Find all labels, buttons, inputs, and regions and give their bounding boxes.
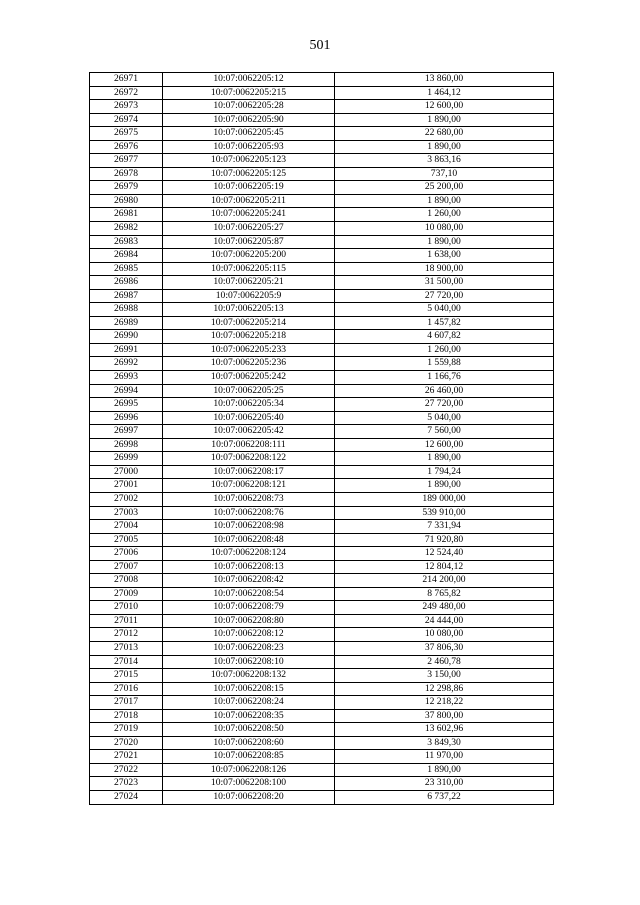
table-row [90, 438, 554, 452]
table-row [90, 303, 554, 317]
row-number-cell: 26972 [90, 86, 163, 100]
amount-cell: 6 737,22 [335, 790, 554, 804]
cadastral-number-cell: 10:07:0062208:60 [163, 736, 335, 750]
amount-cell: 23 310,00 [335, 777, 554, 791]
amount-cell: 2 460,78 [335, 655, 554, 669]
row-number-cell: 27023 [90, 777, 163, 791]
cadastral-number-cell: 10:07:0062208:98 [163, 520, 335, 534]
cadastral-number-cell: 10:07:0062208:54 [163, 587, 335, 601]
amount-cell: 1 890,00 [335, 452, 554, 466]
table-row [90, 316, 554, 330]
cadastral-number-cell: 10:07:0062205:28 [163, 100, 335, 114]
row-number-cell: 27002 [90, 492, 163, 506]
row-number-cell: 27003 [90, 506, 163, 520]
amount-cell: 22 680,00 [335, 127, 554, 141]
amount-cell: 12 600,00 [335, 438, 554, 452]
table-row [90, 465, 554, 479]
cadastral-number-cell: 10:07:0062205:25 [163, 384, 335, 398]
row-number-cell: 27013 [90, 641, 163, 655]
table-row [90, 371, 554, 385]
amount-cell: 7 560,00 [335, 425, 554, 439]
amount-cell: 1 260,00 [335, 343, 554, 357]
cadastral-number-cell: 10:07:0062208:76 [163, 506, 335, 520]
cadastral-number-cell: 10:07:0062208:111 [163, 438, 335, 452]
cadastral-number-cell: 10:07:0062205:34 [163, 398, 335, 412]
amount-cell: 26 460,00 [335, 384, 554, 398]
amount-cell: 12 218,22 [335, 696, 554, 710]
cadastral-number-cell: 10:07:0062208:20 [163, 790, 335, 804]
cadastral-number-cell: 10:07:0062205:123 [163, 154, 335, 168]
amount-cell: 1 890,00 [335, 763, 554, 777]
amount-cell: 71 920,80 [335, 533, 554, 547]
row-number-cell: 26990 [90, 330, 163, 344]
cadastral-number-cell: 10:07:0062205:9 [163, 289, 335, 303]
amount-cell: 737,10 [335, 167, 554, 181]
row-number-cell: 26976 [90, 140, 163, 154]
amount-cell: 1 890,00 [335, 235, 554, 249]
amount-cell: 539 910,00 [335, 506, 554, 520]
row-number-cell: 26979 [90, 181, 163, 195]
row-number-cell: 27011 [90, 614, 163, 628]
row-number-cell: 27010 [90, 601, 163, 615]
row-number-cell: 27008 [90, 574, 163, 588]
amount-cell: 1 890,00 [335, 140, 554, 154]
amount-cell: 1 890,00 [335, 113, 554, 127]
table-row [90, 194, 554, 208]
table-row [90, 452, 554, 466]
cadastral-number-cell: 10:07:0062205:233 [163, 343, 335, 357]
amount-cell: 3 863,16 [335, 154, 554, 168]
amount-cell: 5 040,00 [335, 411, 554, 425]
table-row [90, 696, 554, 710]
amount-cell: 1 890,00 [335, 479, 554, 493]
row-number-cell: 26977 [90, 154, 163, 168]
table-row [90, 222, 554, 236]
amount-cell: 12 600,00 [335, 100, 554, 114]
row-number-cell: 27005 [90, 533, 163, 547]
table-row [90, 425, 554, 439]
cadastral-number-cell: 10:07:0062208:12 [163, 628, 335, 642]
table-row [90, 790, 554, 804]
cadastral-number-cell: 10:07:0062208:80 [163, 614, 335, 628]
row-number-cell: 26980 [90, 194, 163, 208]
row-number-cell: 27009 [90, 587, 163, 601]
table-row [90, 614, 554, 628]
cadastral-number-cell: 10:07:0062208:42 [163, 574, 335, 588]
cadastral-number-cell: 10:07:0062205:214 [163, 316, 335, 330]
cadastral-number-cell: 10:07:0062208:23 [163, 641, 335, 655]
table-row [90, 723, 554, 737]
cadastral-number-cell: 10:07:0062205:27 [163, 222, 335, 236]
row-number-cell: 27014 [90, 655, 163, 669]
row-number-cell: 27022 [90, 763, 163, 777]
cadastral-number-cell: 10:07:0062205:90 [163, 113, 335, 127]
cadastral-number-cell: 10:07:0062205:125 [163, 167, 335, 181]
row-number-cell: 27001 [90, 479, 163, 493]
amount-cell: 25 200,00 [335, 181, 554, 195]
row-number-cell: 26996 [90, 411, 163, 425]
cadastral-number-cell: 10:07:0062208:50 [163, 723, 335, 737]
table-row [90, 492, 554, 506]
row-number-cell: 26973 [90, 100, 163, 114]
row-number-cell: 27004 [90, 520, 163, 534]
row-number-cell: 27018 [90, 709, 163, 723]
cadastral-number-cell: 10:07:0062205:12 [163, 73, 335, 87]
table-row [90, 628, 554, 642]
table-row [90, 398, 554, 412]
table-row [90, 587, 554, 601]
row-number-cell: 27024 [90, 790, 163, 804]
cadastral-number-cell: 10:07:0062205:19 [163, 181, 335, 195]
amount-cell: 249 480,00 [335, 601, 554, 615]
cadastral-number-cell: 10:07:0062208:24 [163, 696, 335, 710]
row-number-cell: 27020 [90, 736, 163, 750]
table-row [90, 682, 554, 696]
row-number-cell: 26992 [90, 357, 163, 371]
table-row [90, 357, 554, 371]
table-row [90, 127, 554, 141]
cadastral-number-cell: 10:07:0062208:48 [163, 533, 335, 547]
amount-cell: 7 331,94 [335, 520, 554, 534]
table-row [90, 289, 554, 303]
row-number-cell: 26981 [90, 208, 163, 222]
amount-cell: 1 638,00 [335, 249, 554, 263]
row-number-cell: 26998 [90, 438, 163, 452]
cadastral-number-cell: 10:07:0062208:35 [163, 709, 335, 723]
table-row [90, 560, 554, 574]
table-row [90, 520, 554, 534]
amount-cell: 13 602,96 [335, 723, 554, 737]
row-number-cell: 27017 [90, 696, 163, 710]
row-number-cell: 26997 [90, 425, 163, 439]
cadastral-number-cell: 10:07:0062205:87 [163, 235, 335, 249]
row-number-cell: 27016 [90, 682, 163, 696]
cadastral-number-cell: 10:07:0062208:100 [163, 777, 335, 791]
cadastral-number-cell: 10:07:0062205:218 [163, 330, 335, 344]
cadastral-number-cell: 10:07:0062208:17 [163, 465, 335, 479]
table-row [90, 655, 554, 669]
cadastral-number-cell: 10:07:0062205:45 [163, 127, 335, 141]
table-row [90, 343, 554, 357]
cadastral-number-cell: 10:07:0062205:215 [163, 86, 335, 100]
row-number-cell: 26988 [90, 303, 163, 317]
table-row [90, 574, 554, 588]
table-row [90, 669, 554, 683]
amount-cell: 3 849,30 [335, 736, 554, 750]
row-number-cell: 27019 [90, 723, 163, 737]
table-row [90, 411, 554, 425]
table-row [90, 262, 554, 276]
row-number-cell: 26999 [90, 452, 163, 466]
amount-cell: 13 860,00 [335, 73, 554, 87]
cadastral-number-cell: 10:07:0062205:40 [163, 411, 335, 425]
row-number-cell: 26989 [90, 316, 163, 330]
cadastral-number-cell: 10:07:0062205:242 [163, 371, 335, 385]
amount-cell: 1 890,00 [335, 194, 554, 208]
table-row [90, 479, 554, 493]
table-row [90, 709, 554, 723]
row-number-cell: 27000 [90, 465, 163, 479]
amount-cell: 1 559,88 [335, 357, 554, 371]
table-row [90, 777, 554, 791]
row-number-cell: 27015 [90, 669, 163, 683]
table-row [90, 249, 554, 263]
table-row [90, 384, 554, 398]
row-number-cell: 26994 [90, 384, 163, 398]
cadastral-number-cell: 10:07:0062205:21 [163, 276, 335, 290]
amount-cell: 18 900,00 [335, 262, 554, 276]
cadastral-number-cell: 10:07:0062205:236 [163, 357, 335, 371]
amount-cell: 1 464,12 [335, 86, 554, 100]
cadastral-number-cell: 10:07:0062208:126 [163, 763, 335, 777]
row-number-cell: 26974 [90, 113, 163, 127]
table-row [90, 736, 554, 750]
row-number-cell: 26984 [90, 249, 163, 263]
row-number-cell: 27021 [90, 750, 163, 764]
cadastral-number-cell: 10:07:0062205:13 [163, 303, 335, 317]
table-row [90, 763, 554, 777]
table-row [90, 276, 554, 290]
cadastral-number-cell: 10:07:0062208:73 [163, 492, 335, 506]
table-row [90, 330, 554, 344]
amount-cell: 214 200,00 [335, 574, 554, 588]
amount-cell: 5 040,00 [335, 303, 554, 317]
row-number-cell: 26971 [90, 73, 163, 87]
amount-cell: 12 298,86 [335, 682, 554, 696]
row-number-cell: 26986 [90, 276, 163, 290]
amount-cell: 4 607,82 [335, 330, 554, 344]
table-row [90, 86, 554, 100]
cadastral-number-cell: 10:07:0062205:211 [163, 194, 335, 208]
table-row [90, 154, 554, 168]
amount-cell: 1 794,24 [335, 465, 554, 479]
row-number-cell: 26987 [90, 289, 163, 303]
table-row [90, 100, 554, 114]
cadastral-number-cell: 10:07:0062208:13 [163, 560, 335, 574]
amount-cell: 10 080,00 [335, 222, 554, 236]
amount-cell: 10 080,00 [335, 628, 554, 642]
table-row [90, 750, 554, 764]
cadastral-number-cell: 10:07:0062205:200 [163, 249, 335, 263]
cadastral-number-cell: 10:07:0062208:79 [163, 601, 335, 615]
amount-cell: 27 720,00 [335, 398, 554, 412]
table-row [90, 506, 554, 520]
amount-cell: 12 524,40 [335, 547, 554, 561]
row-number-cell: 26982 [90, 222, 163, 236]
cadastral-number-cell: 10:07:0062205:93 [163, 140, 335, 154]
cadastral-number-cell: 10:07:0062208:15 [163, 682, 335, 696]
cadastral-number-cell: 10:07:0062205:241 [163, 208, 335, 222]
amount-cell: 37 806,30 [335, 641, 554, 655]
table-row [90, 208, 554, 222]
table-row [90, 235, 554, 249]
row-number-cell: 26975 [90, 127, 163, 141]
amount-cell: 3 150,00 [335, 669, 554, 683]
table-body [90, 73, 554, 805]
row-number-cell: 26991 [90, 343, 163, 357]
amount-cell: 8 765,82 [335, 587, 554, 601]
amount-cell: 11 970,00 [335, 750, 554, 764]
amount-cell: 1 166,76 [335, 371, 554, 385]
row-number-cell: 26995 [90, 398, 163, 412]
row-number-cell: 27007 [90, 560, 163, 574]
cadastral-number-cell: 10:07:0062205:42 [163, 425, 335, 439]
row-number-cell: 27012 [90, 628, 163, 642]
table-row [90, 533, 554, 547]
table-row [90, 140, 554, 154]
cadastral-number-cell: 10:07:0062208:121 [163, 479, 335, 493]
amount-cell: 37 800,00 [335, 709, 554, 723]
cadastral-number-cell: 10:07:0062208:10 [163, 655, 335, 669]
page-number: 501 [309, 38, 331, 53]
amount-cell: 189 000,00 [335, 492, 554, 506]
row-number-cell: 27006 [90, 547, 163, 561]
amount-cell: 24 444,00 [335, 614, 554, 628]
cadastral-number-cell: 10:07:0062208:85 [163, 750, 335, 764]
table-row [90, 601, 554, 615]
cadastral-number-cell: 10:07:0062208:132 [163, 669, 335, 683]
cadastral-number-cell: 10:07:0062205:115 [163, 262, 335, 276]
row-number-cell: 26985 [90, 262, 163, 276]
amount-cell: 27 720,00 [335, 289, 554, 303]
table-row [90, 547, 554, 561]
row-number-cell: 26978 [90, 167, 163, 181]
row-number-cell: 26993 [90, 371, 163, 385]
table-row [90, 641, 554, 655]
cadastral-number-cell: 10:07:0062208:122 [163, 452, 335, 466]
amount-cell: 31 500,00 [335, 276, 554, 290]
amount-cell: 1 457,82 [335, 316, 554, 330]
amount-cell: 1 260,00 [335, 208, 554, 222]
table-row [90, 167, 554, 181]
row-number-cell: 26983 [90, 235, 163, 249]
cadastral-number-cell: 10:07:0062208:124 [163, 547, 335, 561]
amount-cell: 12 804,12 [335, 560, 554, 574]
table-row [90, 73, 554, 87]
data-table [89, 72, 554, 805]
table-row [90, 181, 554, 195]
table-row [90, 113, 554, 127]
